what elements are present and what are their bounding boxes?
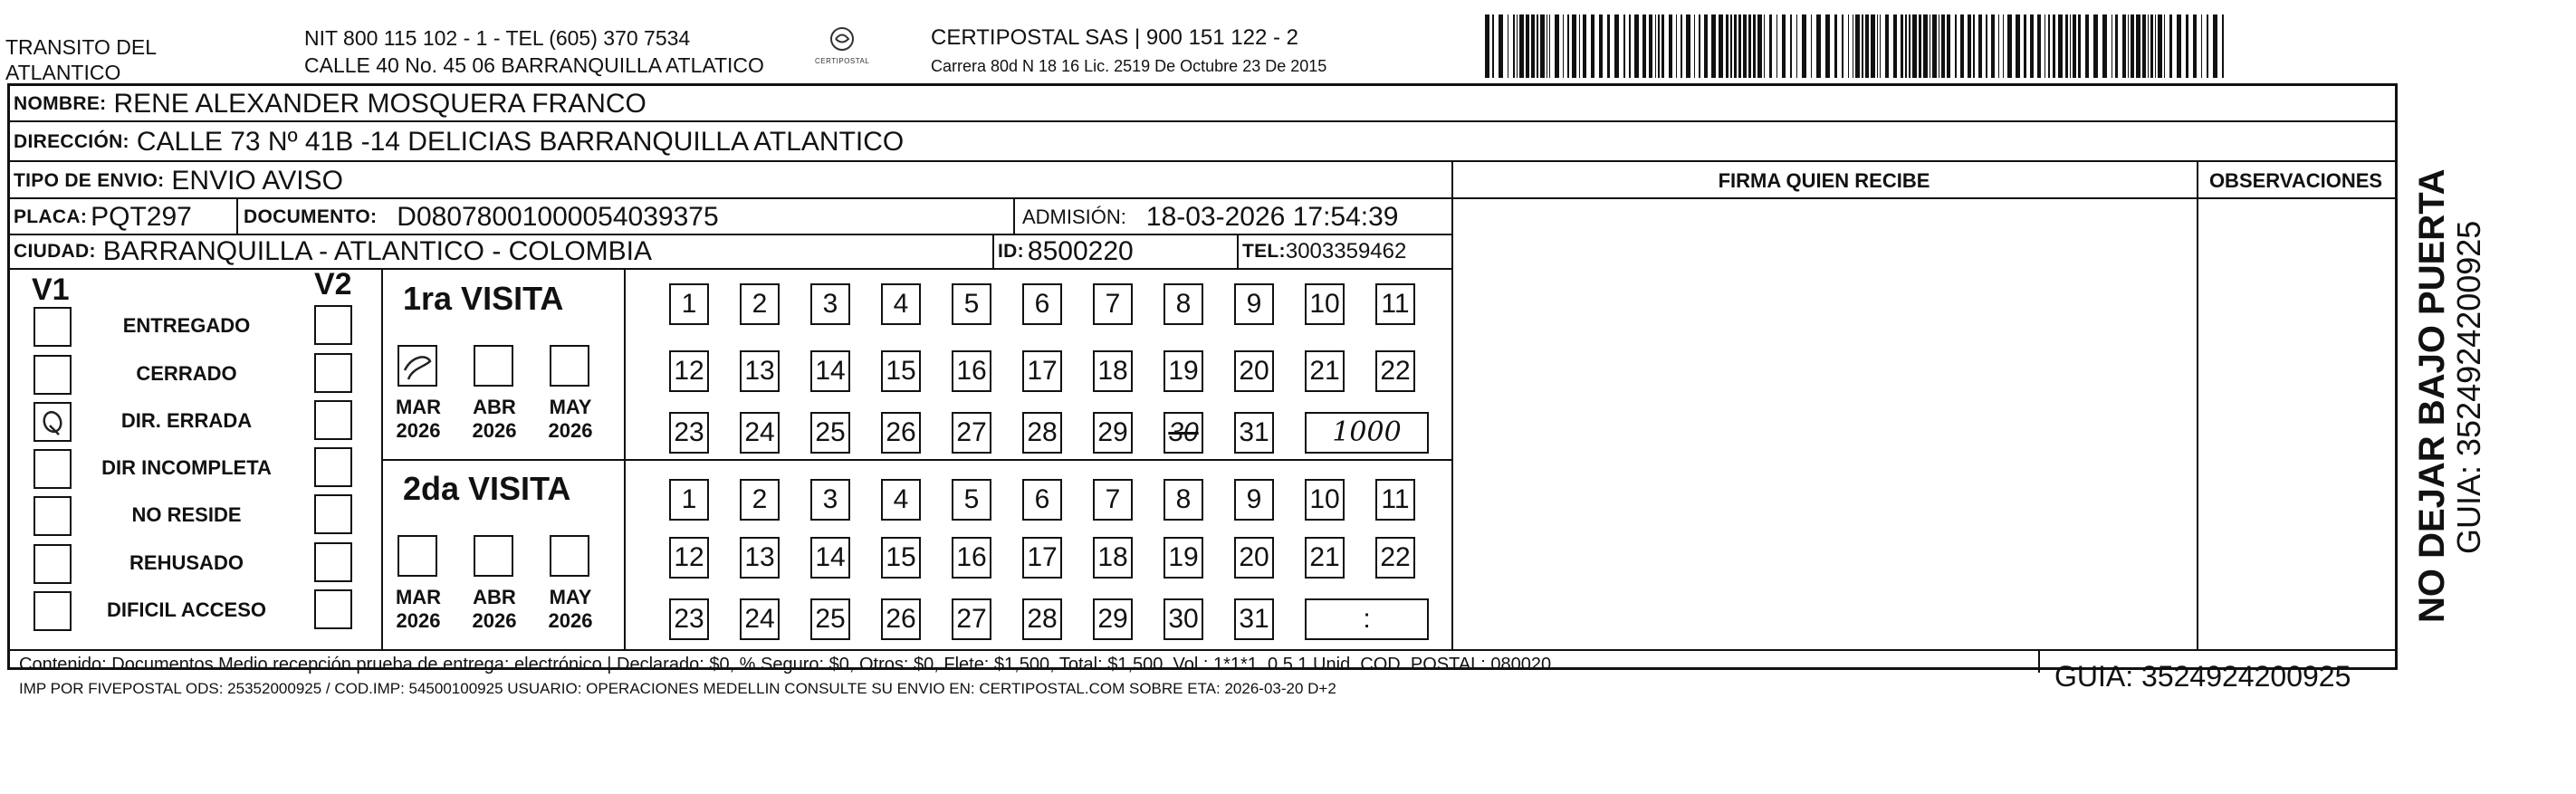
- status-label: DIR. ERRADA: [120, 409, 253, 432]
- day-box-9[interactable]: 9: [1234, 479, 1274, 521]
- v2-checkbox[interactable]: [314, 305, 352, 345]
- month-label: [539, 586, 602, 633]
- placa-value: PQT297: [91, 201, 192, 232]
- v1-checkbox[interactable]: [34, 355, 72, 395]
- month-label: [539, 396, 602, 443]
- month-label: [387, 586, 450, 633]
- tel-label: TEL:: [1242, 241, 1286, 262]
- day-box-21[interactable]: 21: [1305, 350, 1345, 392]
- nombre-label: NOMBRE:: [14, 93, 107, 114]
- month-year: 2026: [472, 419, 517, 442]
- day-box-3[interactable]: 3: [810, 479, 850, 521]
- day-box-5[interactable]: 5: [952, 283, 991, 325]
- direccion-label: DIRECCIÓN:: [14, 131, 129, 152]
- month-name: ABR: [473, 586, 516, 608]
- handwritten-mark: [35, 404, 70, 440]
- day-box-8[interactable]: 8: [1164, 283, 1203, 325]
- day-box-10[interactable]: 10: [1305, 283, 1345, 325]
- day-box-13[interactable]: 13: [740, 537, 780, 579]
- day-box-26[interactable]: 26: [881, 598, 921, 640]
- v2-checkbox[interactable]: [314, 400, 352, 440]
- status-label: DIFICIL ACCESO: [106, 598, 266, 621]
- day-box-22[interactable]: 22: [1375, 350, 1415, 392]
- month-name: ABR: [473, 396, 516, 418]
- month-checkbox[interactable]: [474, 345, 513, 387]
- status-label: CERRADO: [136, 362, 237, 385]
- org-name: [5, 34, 157, 85]
- admision-label: ADMISIÓN:: [1022, 205, 1126, 228]
- v1-checkbox[interactable]: [34, 402, 72, 442]
- day-box-12[interactable]: 12: [669, 537, 709, 579]
- status-label: DIR INCOMPLETA: [101, 456, 272, 479]
- ciudad-value: BARRANQUILLA - ATLANTICO - COLOMBIA: [102, 236, 653, 266]
- observaciones-header: OBSERVACIONES: [2208, 169, 2383, 192]
- admision-value: 18-03-2026 17:54:39: [1145, 201, 1399, 232]
- nombre-value: RENE ALEXANDER MOSQUERA FRANCO: [113, 89, 646, 119]
- side-warning: NO DEJAR BAJO PUERTA: [2412, 168, 2452, 623]
- month-checkbox[interactable]: [397, 345, 437, 387]
- company-address: Carrera 80d N 18 16 Lic. 2519 De Octubre 23 De 2015: [931, 57, 1327, 75]
- month-year: 2026: [548, 609, 593, 632]
- first-visit-title: 1ra VISITA: [403, 280, 564, 317]
- handwritten-check: [399, 347, 436, 385]
- day-box-1[interactable]: 1: [669, 283, 709, 325]
- status-label: REHUSADO: [129, 551, 244, 574]
- day-box-23[interactable]: 23: [669, 412, 709, 454]
- day-box-12[interactable]: 12: [669, 350, 709, 392]
- ciudad-label: CIUDAD:: [14, 241, 96, 262]
- day-box-6[interactable]: 6: [1022, 479, 1062, 521]
- logo-icon: [827, 25, 857, 53]
- month-name: MAR: [395, 586, 442, 608]
- day-box-28[interactable]: 28: [1022, 598, 1062, 640]
- v1-checkbox[interactable]: [34, 496, 72, 536]
- day-box-19[interactable]: 19: [1164, 537, 1203, 579]
- address-line: CALLE 40 No. 45 06 BARRANQUILLA ATLATICO: [304, 53, 764, 77]
- org-line-2: ATLANTICO: [5, 61, 121, 84]
- month-checkbox[interactable]: [397, 535, 437, 577]
- day-box-15[interactable]: 15: [881, 537, 921, 579]
- footer-imp-line: IMP POR FIVEPOSTAL ODS: 25352000925 / COD.IMP: 54500100925 USUARIO: OPERACIONES MEDELLIN CONSULTE SU ENVIO EN: CERTIPOSTAL.COM SOBRE ETA: 2026-03-20 D+2: [19, 680, 1336, 697]
- time-box[interactable]: :: [1305, 598, 1429, 640]
- footer-content-line: Contenido: Documentos Medio recepción prueba de entrega: electrónico | Declarado: $0, % Seguro: $0, Otros: $0, Flete: $1,500, Total: $1,500. Vol.: 1*1*1. 0.5 1 Unid. COD. POSTAL: 080020: [19, 655, 1552, 674]
- logo-text: CERTIPOSTAL: [815, 57, 870, 65]
- day-box-30[interactable]: 30: [1164, 598, 1203, 640]
- footer-guia: GUIA: 3524924200925: [2054, 660, 2351, 693]
- direccion-value: CALLE 73 Nº 41B -14 DELICIAS BARRANQUILLA ATLANTICO: [136, 127, 905, 157]
- month-year: 2026: [548, 419, 593, 442]
- month-year: 2026: [396, 419, 441, 442]
- day-box-17[interactable]: 17: [1022, 537, 1062, 579]
- v1-checkbox[interactable]: [34, 449, 72, 489]
- v2-checkbox[interactable]: [314, 447, 352, 487]
- day-box-9[interactable]: 9: [1234, 283, 1274, 325]
- month-label: [387, 396, 450, 443]
- company-line: CERTIPOSTAL SAS | 900 151 122 - 2: [931, 25, 1298, 50]
- v2-checkbox[interactable]: [314, 589, 352, 629]
- day-box-2[interactable]: 2: [740, 283, 780, 325]
- month-checkbox[interactable]: [474, 535, 513, 577]
- v2-checkbox[interactable]: [314, 353, 352, 393]
- day-box-2[interactable]: 2: [740, 479, 780, 521]
- v2-checkbox[interactable]: [314, 542, 352, 582]
- v2-checkbox[interactable]: [314, 494, 352, 534]
- day-box-22[interactable]: 22: [1375, 537, 1415, 579]
- tel-value: 3003359462: [1285, 239, 1407, 263]
- day-box-18[interactable]: 18: [1093, 537, 1133, 579]
- month-label: [463, 396, 526, 443]
- month-year: 2026: [472, 609, 517, 632]
- tipo-envio-value: ENVIO AVISO: [171, 165, 343, 196]
- day-box-14[interactable]: 14: [810, 537, 850, 579]
- firma-header: FIRMA QUIEN RECIBE: [1718, 169, 1930, 192]
- day-box-15[interactable]: 15: [881, 350, 921, 392]
- placa-label: PLACA:: [14, 206, 88, 227]
- day-box-19[interactable]: 19: [1164, 350, 1203, 392]
- day-box-8[interactable]: 8: [1164, 479, 1203, 521]
- v1-checkbox[interactable]: [34, 544, 72, 584]
- day-box-13[interactable]: 13: [740, 350, 780, 392]
- v1-checkbox[interactable]: [34, 591, 72, 631]
- certipostal-logo: [815, 25, 869, 78]
- v1-header: V1: [32, 273, 70, 307]
- day-box-6[interactable]: 6: [1022, 283, 1062, 325]
- day-box-29[interactable]: 29: [1093, 598, 1133, 640]
- day-box-24[interactable]: 24: [740, 412, 780, 454]
- id-value: 8500220: [1027, 236, 1134, 266]
- day-box-30[interactable]: 30: [1164, 412, 1203, 454]
- day-box-4[interactable]: 4: [881, 283, 921, 325]
- day-box-16[interactable]: 16: [952, 537, 991, 579]
- day-box-27[interactable]: 27: [952, 598, 991, 640]
- day-box-16[interactable]: 16: [952, 350, 991, 392]
- day-box-24[interactable]: 24: [740, 598, 780, 640]
- documento-label: DOCUMENTO:: [244, 206, 378, 227]
- day-box-29[interactable]: 29: [1093, 412, 1133, 454]
- month-label: [463, 586, 526, 633]
- day-box-7[interactable]: 7: [1093, 283, 1133, 325]
- time-box[interactable]: 1000: [1305, 412, 1429, 454]
- day-box-25[interactable]: 25: [810, 598, 850, 640]
- day-box-21[interactable]: 21: [1305, 537, 1345, 579]
- day-box-5[interactable]: 5: [952, 479, 991, 521]
- v2-header: V2: [314, 267, 352, 301]
- day-box-28[interactable]: 28: [1022, 412, 1062, 454]
- day-box-31[interactable]: 31: [1234, 412, 1274, 454]
- delivery-form: [7, 83, 2398, 697]
- day-box-4[interactable]: 4: [881, 479, 921, 521]
- month-checkbox[interactable]: [550, 345, 589, 387]
- month-name: MAY: [549, 396, 592, 418]
- day-box-27[interactable]: 27: [952, 412, 991, 454]
- day-box-31[interactable]: 31: [1234, 598, 1274, 640]
- second-visit-title: 2da VISITA: [403, 470, 571, 507]
- tipo-envio-label: TIPO DE ENVIO:: [14, 169, 165, 191]
- day-box-20[interactable]: 20: [1234, 537, 1274, 579]
- month-checkbox[interactable]: [550, 535, 589, 577]
- org-line-1: TRANSITO DEL: [5, 35, 157, 59]
- v1-checkbox[interactable]: [34, 307, 72, 347]
- day-box-11[interactable]: 11: [1375, 479, 1415, 521]
- day-box-18[interactable]: 18: [1093, 350, 1133, 392]
- day-box-1[interactable]: 1: [669, 479, 709, 521]
- day-box-17[interactable]: 17: [1022, 350, 1062, 392]
- documento-value: D08078001000054039375: [397, 201, 719, 232]
- side-guia: GUIA: 3524924200925: [2450, 220, 2487, 554]
- barcode: [1485, 14, 2227, 78]
- day-box-7[interactable]: 7: [1093, 479, 1133, 521]
- day-box-14[interactable]: 14: [810, 350, 850, 392]
- month-name: MAY: [549, 586, 592, 608]
- month-name: MAR: [395, 396, 442, 418]
- nit-line: NIT 800 115 102 - 1 - TEL (605) 370 7534: [304, 26, 691, 50]
- id-label: ID:: [998, 241, 1024, 262]
- day-box-25[interactable]: 25: [810, 412, 850, 454]
- day-box-3[interactable]: 3: [810, 283, 850, 325]
- day-box-23[interactable]: 23: [669, 598, 709, 640]
- day-box-10[interactable]: 10: [1305, 479, 1345, 521]
- status-label: ENTREGADO: [122, 314, 251, 337]
- status-label: NO RESIDE: [131, 503, 242, 526]
- day-box-11[interactable]: 11: [1375, 283, 1415, 325]
- month-year: 2026: [396, 609, 441, 632]
- day-box-20[interactable]: 20: [1234, 350, 1274, 392]
- day-box-26[interactable]: 26: [881, 412, 921, 454]
